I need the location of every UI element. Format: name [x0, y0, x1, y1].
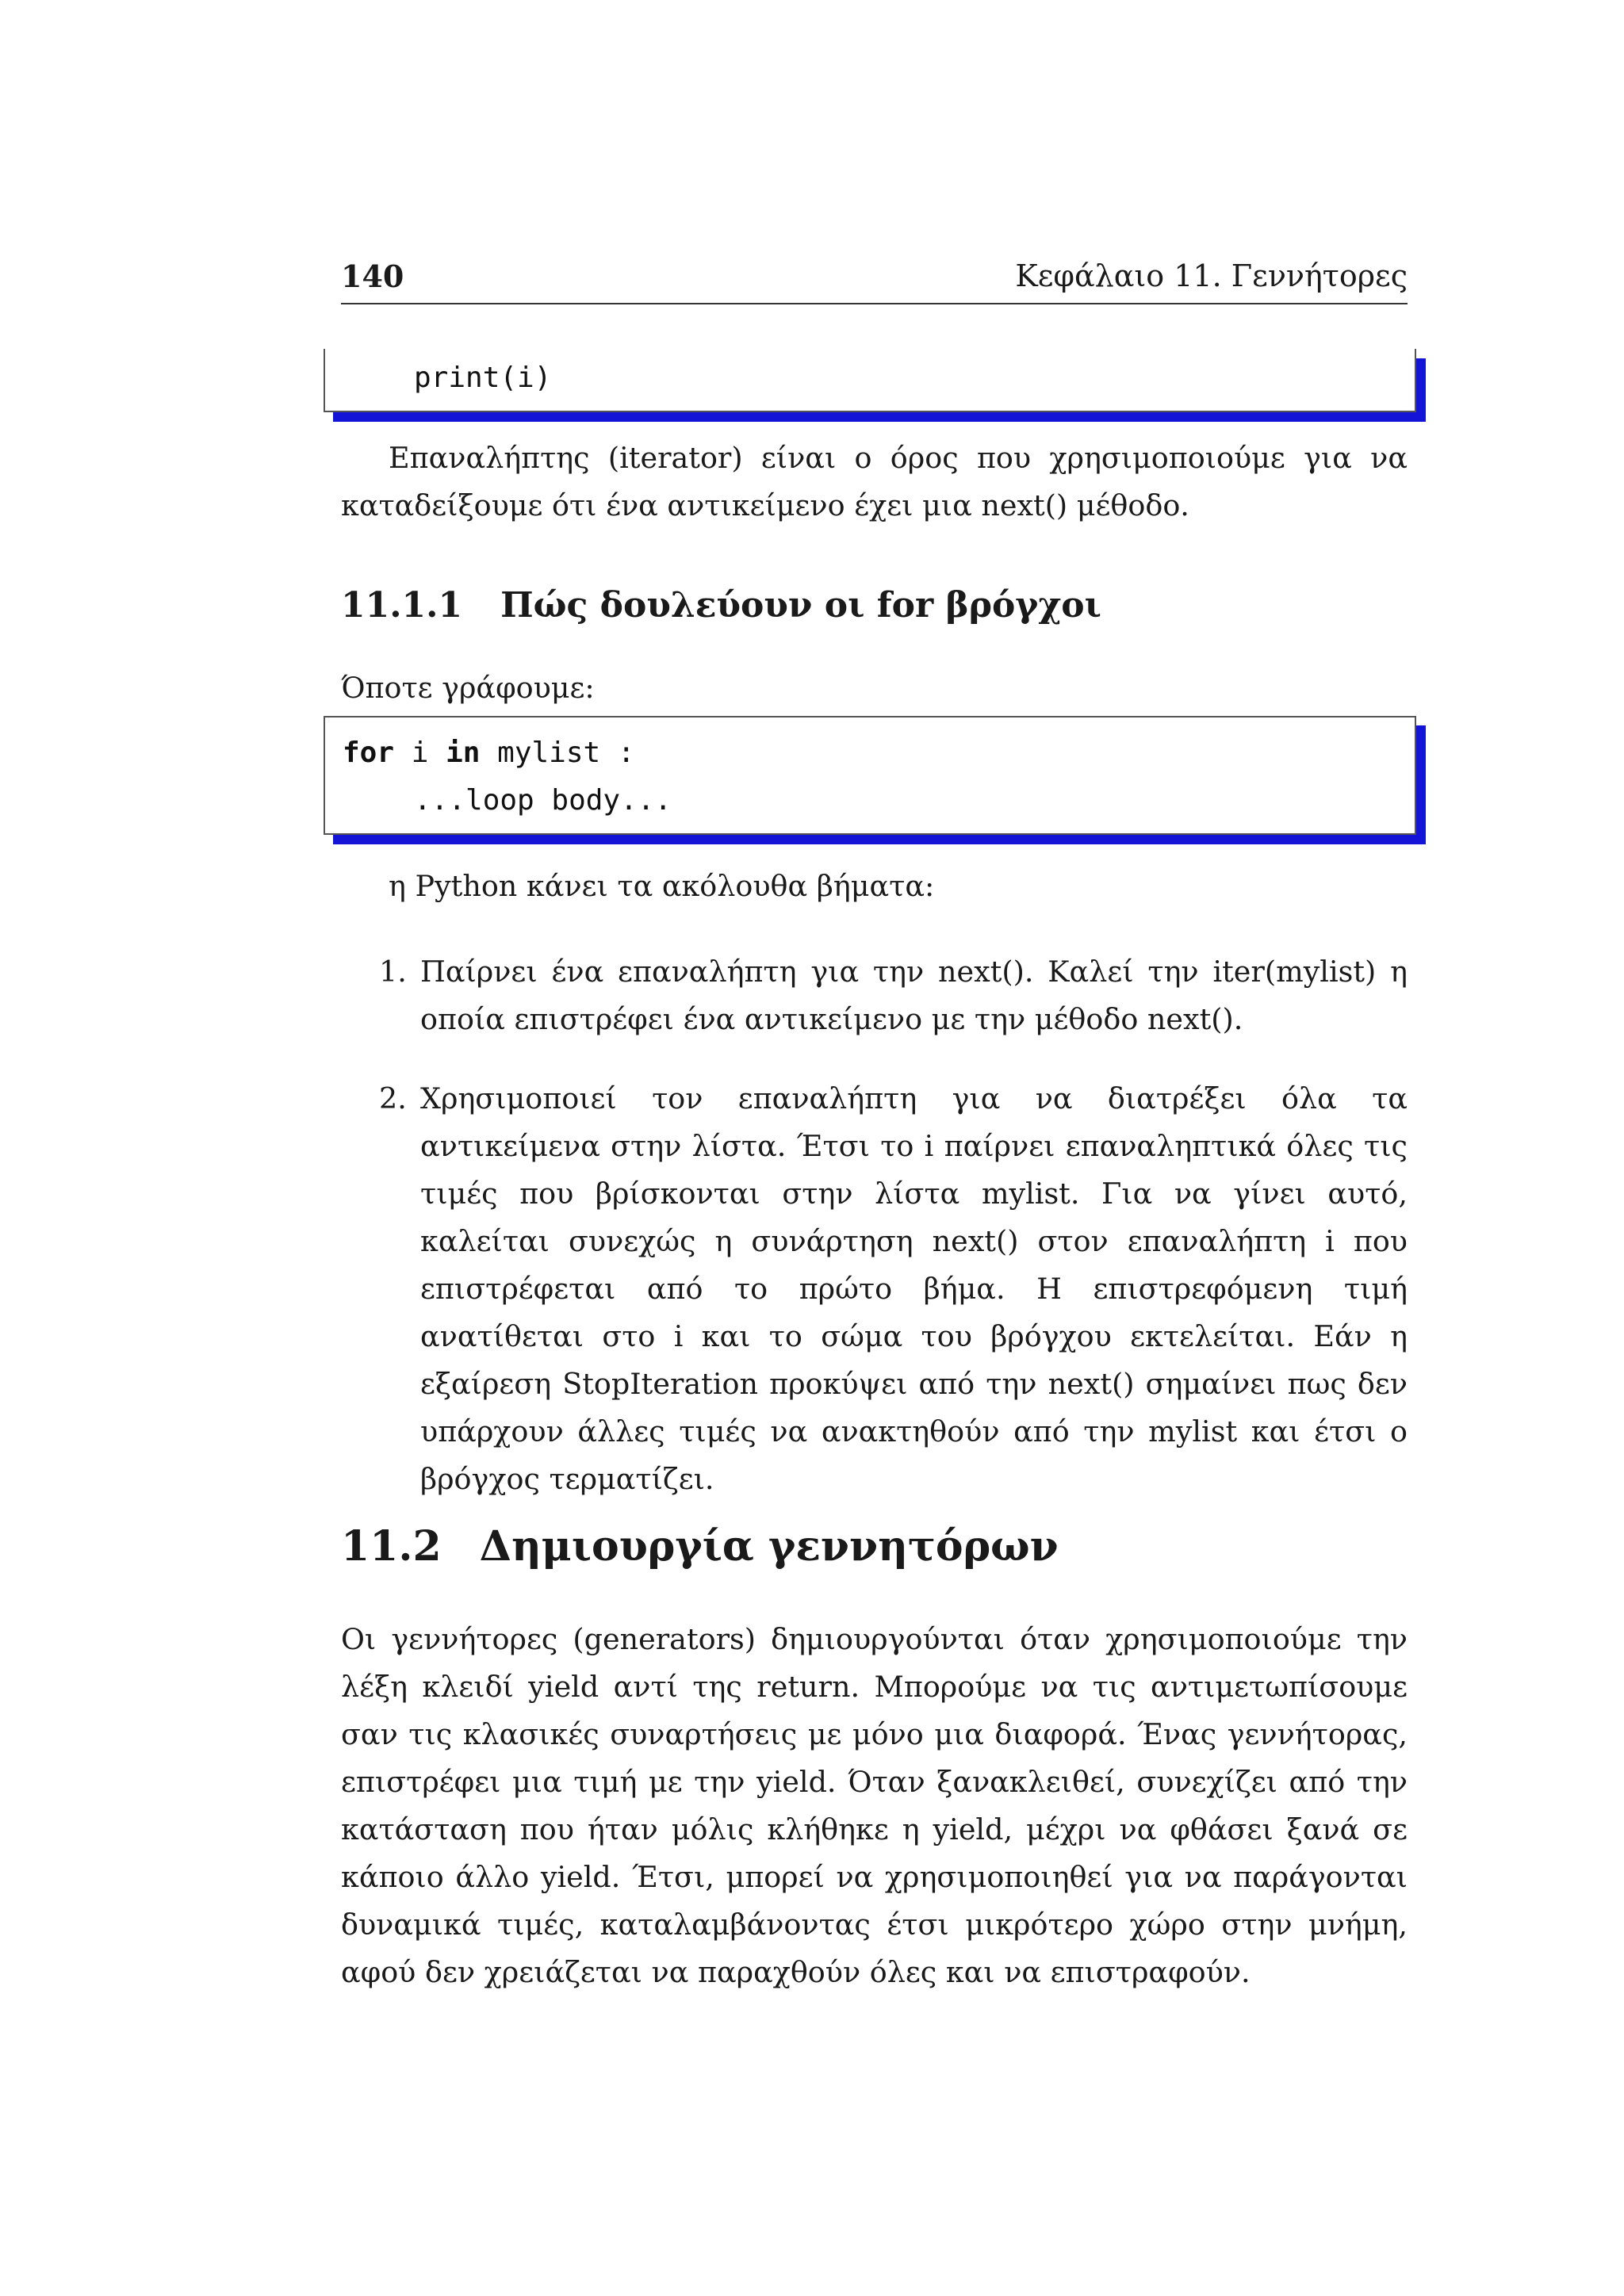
section-title: Δημιουργία γεννητόρων	[479, 1522, 1059, 1571]
list-item	[341, 1075, 1408, 1503]
section-heading	[341, 1522, 1059, 1571]
list-item-text: Χρησιμοποιεί τον επαναλήπτη για να διατρέξει όλα τα αντικείμενα στην λίστα. Έτσι το i παίρνει επαναληπτικά όλες τις τιμές που βρίσκονται στην λίστα mylist. Για να γίνει αυτό, καλείται συνεχώς η συνάρτηση next() στον επαναλήπτη i που επιστρέφεται από το πρώτο βήμα. Η επιστρεφόμενη τιμή ανατίθεται στο i και το σώμα του βρόγχου εκτελείται. Εάν η εξαίρεση StopIteration προκύψει από την next() σημαίνει πως δεν υπάρχουν άλλες τιμές να ανακτηθούν από την mylist και έτσι ο βρόγχος τερματίζει.	[420, 1081, 1408, 1496]
subsection-heading	[341, 585, 1101, 626]
code-line-2: ...loop body...	[414, 784, 672, 817]
code-line: print(i)	[414, 362, 552, 394]
subsection-title: Πώς δουλεύουν οι for βρόγχοι	[500, 585, 1101, 626]
list-marker: 2.	[379, 1081, 407, 1115]
running-header	[341, 258, 1408, 304]
page-number: 140	[341, 258, 404, 294]
code-var: i	[411, 737, 429, 769]
code-line-1	[343, 737, 635, 769]
subsection-number: 11.1.1	[341, 585, 463, 626]
paragraph-whenever: Όποτε γράφουμε:	[341, 671, 595, 705]
code-listing-continued	[324, 349, 1416, 412]
keyword-for: for	[343, 737, 395, 769]
paragraph-python-steps: η Python κάνει τα ακόλουθα βήματα:	[389, 869, 935, 903]
keyword-in: in	[446, 737, 481, 769]
chapter-title: Κεφάλαιο 11. Γεννήτορες	[1015, 258, 1408, 293]
code-listing-for-loop	[324, 716, 1416, 835]
paragraph-generators: Οι γεννήτορες (generators) δημιουργούνται όταν χρησιμοποιούμε την λέξη κλειδί yield αντί της return. Μπορούμε να τις αντιμετωπίσουμε σαν τις κλασικές συναρτήσεις με μόνο μια διαφορά. Ένας γεννήτορας, επιστρέφει μια τιμή με την yield. Όταν ξανακλειθεί, συνεχίζει από την κατάσταση που ήταν μόλις κλήθηκε η yield, μέχρι να φθάσει ξανά σε κάποιο άλλο yield. Έτσι, μπορεί να χρησιμοποιηθεί για να παράγονται δυναμικά τιμές, καταλαμβάνοντας έτσι μικρότερο χώρο στην μνήμη, αφού δεν χρειάζεται να παραχθούν όλες και να επιστραφούν.	[341, 1622, 1408, 1989]
list-item	[341, 948, 1408, 1043]
list-item-text: Παίρνει ένα επαναλήπτη για την next(). Καλεί την iter(mylist) η οποία επιστρέφει ένα αντικείμενο με την μέθοδο next().	[420, 955, 1408, 1036]
section-number: 11.2	[341, 1522, 442, 1571]
list-marker: 1.	[379, 955, 407, 989]
paragraph-iterator: Επαναλήπτης (iterator) είναι ο όρος που χρησιμοποιούμε για να καταδείξουμε ότι ένα αντικείμενο έχει μια next() μέθοδο.	[341, 441, 1408, 522]
code-rest: mylist :	[497, 737, 635, 769]
steps-list	[341, 948, 1408, 1503]
